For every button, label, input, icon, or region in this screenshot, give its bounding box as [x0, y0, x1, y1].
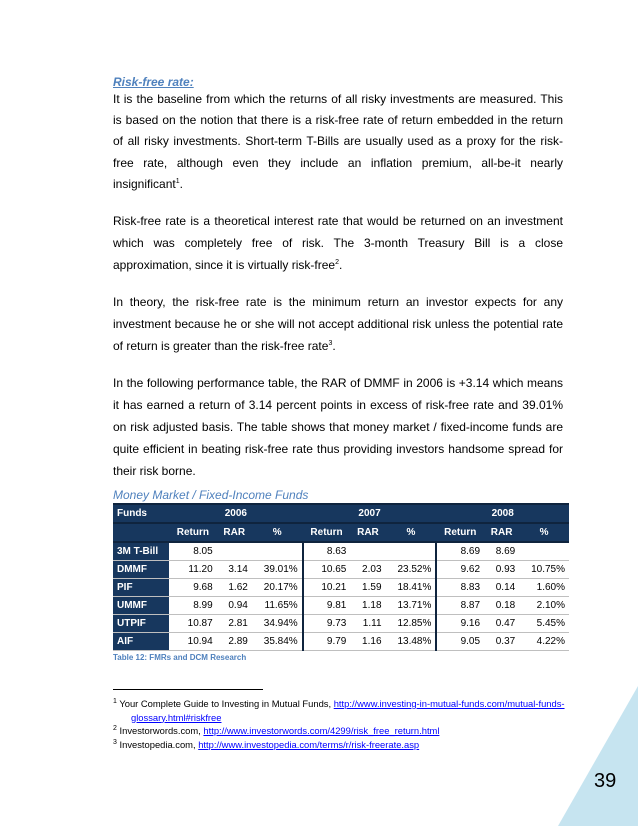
table-cell: 10.75% — [519, 561, 569, 579]
table-cell — [386, 542, 437, 561]
fund-name: AIF — [113, 633, 169, 651]
table-cell: 8.69 — [436, 542, 484, 561]
page-number: 39 — [594, 770, 617, 792]
table-cell: 18.41% — [386, 579, 437, 597]
fund-name: 3M T-Bill — [113, 542, 169, 561]
col-pct: % — [519, 523, 569, 542]
fund-name: UTPIF — [113, 615, 169, 633]
footnote-link-3[interactable]: http://www.investopedia.com/terms/r/risk-freerate.asp — [198, 738, 420, 750]
col-rar: RAR — [350, 523, 385, 542]
table-cell: 1.59 — [350, 579, 385, 597]
col-pct: % — [386, 523, 437, 542]
table-cell: 10.87 — [169, 615, 217, 633]
table-cell: 0.47 — [484, 615, 519, 633]
funds-header: Funds — [113, 504, 169, 523]
table-cell: 0.94 — [217, 597, 252, 615]
paragraph-2: Risk-free rate is a theoretical interest rate that would be returned on an investment which was completely free of risk. The 3-month Treasury Bill is a close approximation, since it is virtually risk-free$^2$. — [113, 214, 563, 273]
table-cell: 9.62 — [436, 561, 484, 579]
col-rar: RAR — [484, 523, 519, 542]
corner-triangle — [558, 686, 638, 826]
section-heading: Risk-free rate: — [113, 75, 194, 89]
table-cell: 8.05 — [169, 542, 217, 561]
table-cell: 1.16 — [350, 633, 385, 651]
table-caption: Table 12: FMRs and DCM Research — [113, 653, 247, 663]
table-cell: 2.03 — [350, 561, 385, 579]
table-header-years — [113, 504, 569, 523]
table-cell: 0.18 — [484, 597, 519, 615]
table-cell: 39.01% — [252, 561, 303, 579]
fund-name: PIF — [113, 579, 169, 597]
table-row — [113, 542, 569, 561]
fund-name: DMMF — [113, 561, 169, 579]
table-row — [113, 561, 569, 579]
footnote-link-1[interactable]: http://www.investing-in-mutual-funds.com/mutual-funds-glossary.html#riskfree — [131, 698, 565, 723]
table-cell — [350, 542, 385, 561]
table-cell — [217, 542, 252, 561]
table-body — [113, 542, 569, 651]
table-cell: 1.60% — [519, 579, 569, 597]
table-cell: 13.71% — [386, 597, 437, 615]
table-cell: 10.65 — [303, 561, 351, 579]
year-header-2007: 2007 — [303, 504, 437, 523]
fund-name: UMMF — [113, 597, 169, 615]
col-rar: RAR — [217, 523, 252, 542]
table-cell — [252, 542, 303, 561]
paragraph-1: It is the baseline from which the returns of all risky investments are measured. This is based on the notion that there is a risk-free rate of return embedded in the return of all risky investments. Short-term T-Bills are usually used as a proxy for the risk-free rate, although even they include an inflation premium, all-be-it nearly insignificant$^1$. — [113, 92, 563, 191]
table-cell: 12.85% — [386, 615, 437, 633]
table-row — [113, 579, 569, 597]
table-cell: 2.89 — [217, 633, 252, 651]
footnote-link-2[interactable]: http://www.investorwords.com/4299/risk_free_return.html — [203, 725, 440, 736]
table-cell: 10.21 — [303, 579, 351, 597]
table-title: Money Market / Fixed-Income Funds — [113, 488, 309, 503]
table-cell: 8.63 — [303, 542, 351, 561]
table-cell: 5.45% — [519, 615, 569, 633]
footnote-ref-3[interactable]: 3 — [328, 340, 333, 348]
table-cell: 8.87 — [436, 597, 484, 615]
table-cell: 0.93 — [484, 561, 519, 579]
table-cell: 0.37 — [484, 633, 519, 651]
table-cell: 3.14 — [217, 561, 252, 579]
year-header-2008: 2008 — [436, 504, 569, 523]
footnote-1: $^1$ Your Complete Guide to Investing in Mutual Funds, http://www.investing-in-mutual-funds.com/mutual-funds-glossary.html#riskfree — [113, 697, 565, 723]
table-cell: 2.81 — [217, 615, 252, 633]
table-cell: 1.11 — [350, 615, 385, 633]
table-cell: 2.10% — [519, 597, 569, 615]
main-content — [113, 75, 563, 662]
footnote-divider — [113, 689, 263, 690]
table-cell: 4.22% — [519, 633, 569, 651]
paragraph-3: In theory, the risk-free rate is the minimum return an investor expects for any investment because he or she will not accept additional risk unless the potential rate of return is greater than the risk-free rate$^3$. — [113, 295, 563, 354]
table-cell: 13.48% — [386, 633, 437, 651]
table-cell — [519, 542, 569, 561]
table-cell: 1.18 — [350, 597, 385, 615]
table-cell: 20.17% — [252, 579, 303, 597]
col-return: Return — [436, 523, 484, 542]
table-cell: 9.81 — [303, 597, 351, 615]
year-header-2006: 2006 — [169, 504, 303, 523]
table-cell: 11.65% — [252, 597, 303, 615]
footnote-2: $^2$ Investorwords.com, http://www.investorwords.com/4299/risk_free_return.html — [113, 724, 440, 736]
table-cell: 9.79 — [303, 633, 351, 651]
footnotes — [113, 697, 568, 751]
footnote-ref-1[interactable]: 1 — [175, 177, 180, 185]
table-header-columns — [113, 523, 569, 542]
table-cell: 8.83 — [436, 579, 484, 597]
col-pct: % — [252, 523, 303, 542]
col-return: Return — [169, 523, 217, 542]
table-cell: 0.14 — [484, 579, 519, 597]
table-cell: 9.68 — [169, 579, 217, 597]
col-return: Return — [303, 523, 351, 542]
table-cell: 9.16 — [436, 615, 484, 633]
table-row — [113, 633, 569, 651]
table-cell: 23.52% — [386, 561, 437, 579]
table-cell: 1.62 — [217, 579, 252, 597]
footnote-3: $^3$ Investopedia.com, http://www.investopedia.com/terms/r/risk-freerate.asp — [113, 738, 420, 750]
table-cell: 11.20 — [169, 561, 217, 579]
table-cell: 8.99 — [169, 597, 217, 615]
corner-decoration — [558, 686, 638, 826]
table-cell: 9.05 — [436, 633, 484, 651]
table-cell: 10.94 — [169, 633, 217, 651]
table-row — [113, 597, 569, 615]
table-cell: 35.84% — [252, 633, 303, 651]
table-cell: 34.94% — [252, 615, 303, 633]
table-row — [113, 615, 569, 633]
footnote-ref-2[interactable]: 2 — [335, 259, 339, 267]
paragraph-4: In the following performance table, the RAR of DMMF in 2006 is +3.14 which means it has earned a return of 3.14 percent points in excess of risk-free rate and 39.01% on risk adjusted basis. The table shows that money market / fixed-income funds are quite efficient in beating risk-free rate thus providing investors handsome spread for their risk borne. — [113, 376, 563, 479]
table-cell: 8.69 — [484, 542, 519, 561]
performance-table — [113, 503, 569, 651]
table-cell: 9.73 — [303, 615, 351, 633]
